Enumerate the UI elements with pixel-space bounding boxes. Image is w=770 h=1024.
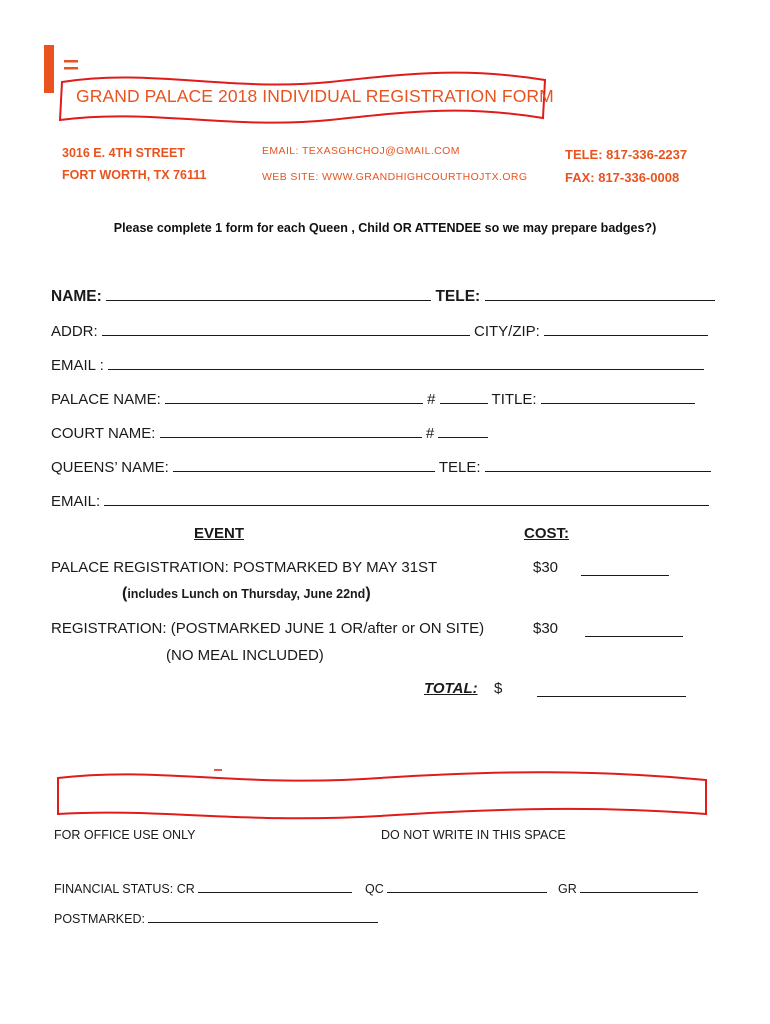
postmarked-row	[54, 911, 378, 926]
queens-tele-label: TELE:	[438, 459, 481, 476]
orange-bar-mark	[44, 45, 54, 93]
total-label: TOTAL:	[424, 680, 478, 697]
gr-field[interactable]	[580, 881, 698, 893]
address-line-2: FORT WORTH, TX 76111	[62, 168, 207, 182]
court-name-field[interactable]	[160, 424, 422, 438]
contact-tele: TELE: 817-336-2237	[565, 147, 688, 162]
tele-field[interactable]	[485, 287, 715, 301]
financial-status-cr-label: FINANCIAL STATUS: CR	[54, 882, 195, 896]
email2-field[interactable]	[104, 492, 709, 506]
court-row	[51, 424, 488, 442]
email2-label: EMAIL:	[51, 493, 101, 510]
postmarked-label: POSTMARKED:	[54, 912, 145, 926]
palace-name-label: PALACE NAME:	[51, 391, 161, 408]
addr-label: ADDR:	[51, 323, 98, 340]
event-item-2-note: (NO MEAL INCLUDED)	[166, 647, 324, 664]
event-item-2: REGISTRATION: (POSTMARKED JUNE 1 OR/after or ON SITE)	[51, 620, 485, 637]
queens-row	[51, 458, 711, 476]
contact-website: WEB SITE: WWW.GRANDHIGHCOURTHOJTX.ORG	[262, 171, 528, 183]
city-zip-label: CITY/ZIP:	[474, 323, 540, 340]
queens-name-label: QUEENS’ NAME:	[51, 459, 169, 476]
city-zip-field[interactable]	[544, 322, 708, 336]
cost-header: COST:	[524, 525, 569, 542]
event-item-1-amount-field[interactable]	[581, 562, 669, 576]
form-title: GRAND PALACE 2018 INDIVIDUAL REGISTRATION FORM	[76, 86, 554, 106]
total-amount-field[interactable]	[537, 683, 686, 697]
cr-field[interactable]	[198, 881, 352, 893]
email-field[interactable]	[108, 356, 704, 370]
palace-row	[51, 390, 695, 408]
email-row	[51, 356, 704, 374]
palace-number-field[interactable]	[440, 390, 488, 404]
gr-label: GR	[558, 882, 577, 896]
title-label: TITLE:	[491, 391, 537, 408]
financial-status-row	[54, 881, 352, 896]
event-item-2-cost: $30	[533, 620, 559, 637]
qc-field[interactable]	[387, 881, 547, 893]
title-field[interactable]	[541, 390, 695, 404]
contact-fax: FAX: 817-336-0008	[565, 170, 680, 185]
tele-label: TELE:	[435, 288, 481, 305]
office-use-label: FOR OFFICE USE ONLY	[54, 828, 196, 842]
event-item-1: PALACE REGISTRATION: POSTMARKED BY MAY 31ST	[51, 559, 438, 576]
queens-tele-field[interactable]	[485, 458, 711, 472]
gr-row	[558, 881, 698, 896]
addr-field[interactable]	[102, 322, 470, 336]
addr-row	[51, 322, 708, 340]
court-number-field[interactable]	[438, 424, 488, 438]
queens-name-field[interactable]	[173, 458, 435, 472]
do-not-write-label: DO NOT WRITE IN THIS SPACE	[381, 828, 566, 842]
office-banner	[58, 772, 706, 818]
name-field[interactable]	[106, 287, 431, 301]
email-label: EMAIL :	[51, 357, 104, 374]
palace-name-field[interactable]	[165, 390, 423, 404]
postmarked-field[interactable]	[148, 911, 378, 923]
instructions: Please complete 1 form for each Queen , Child OR ATTENDEE so we may prepare badges?)	[113, 221, 657, 235]
event-item-1-cost: $30	[533, 559, 559, 576]
court-name-label: COURT NAME:	[51, 425, 156, 442]
total-currency: $	[494, 680, 503, 697]
qc-row	[365, 881, 547, 896]
contact-email: EMAIL: TEXASGHCHOJ@GMAIL.COM	[262, 145, 460, 157]
menu-lines-mark	[64, 60, 78, 63]
event-item-2-amount-field[interactable]	[585, 623, 683, 637]
name-row	[51, 287, 715, 306]
event-header: EVENT	[194, 525, 245, 542]
address-line-1: 3016 E. 4TH STREET	[62, 146, 185, 160]
qc-label: QC	[365, 882, 384, 896]
email2-row	[51, 492, 709, 510]
court-hash-label: #	[425, 425, 435, 442]
event-item-1-note: (includes Lunch on Thursday, June 22nd)	[122, 585, 371, 602]
palace-hash-label: #	[427, 391, 436, 408]
name-label: NAME:	[51, 288, 102, 305]
